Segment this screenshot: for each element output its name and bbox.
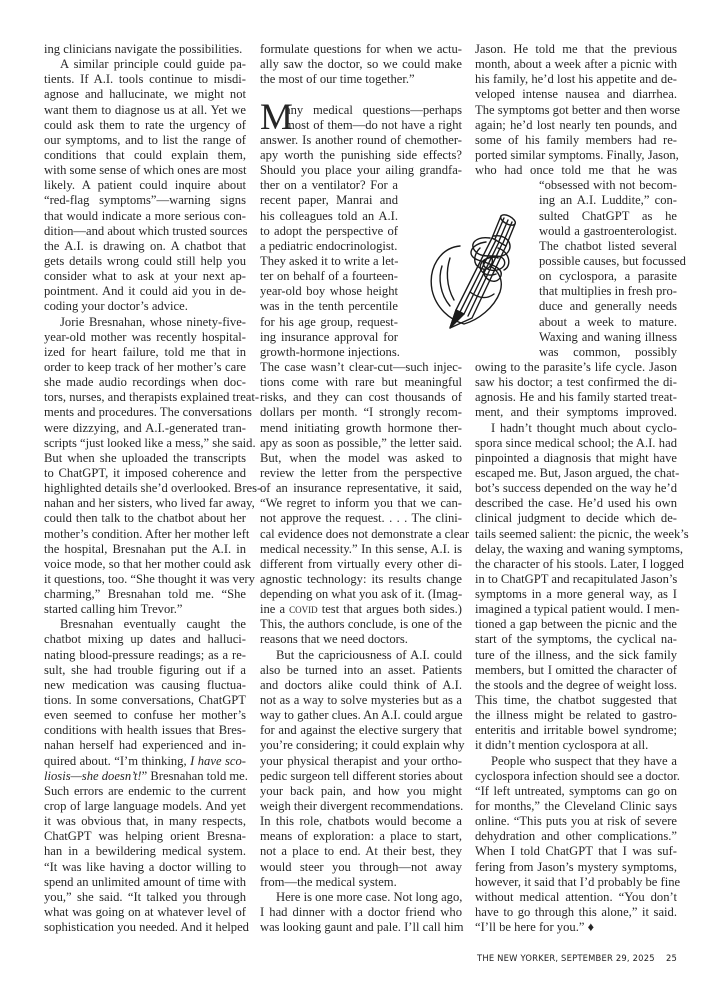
text-line: nating blood-pressure readings; as a re- [44,647,246,662]
text-line: “I’ll be here for you.” ♦ [475,920,595,935]
text-line: the stools and the degree of weight loss. [475,677,677,692]
text-line: not as a way to solve mysteries but as a [260,693,462,708]
text-line: veloped intense nausea and diarrhea. [475,87,677,102]
text-line: apy worth the punishing side effects? [260,147,462,162]
text-line: means of exploration: a place to start, [260,829,462,844]
text-line: his family, he’d lost his appetite and de- [475,72,677,87]
text-line: crop of large language models. And yet [44,799,246,814]
text-line: were dizzying, and A.I.-generated tran- [44,420,246,435]
text-line: any medical questions—perhaps [285,102,462,117]
text-line: When I told ChatGPT that I was suf- [475,844,677,859]
text-line: possible causes, but focussed [539,253,686,268]
text-line: enteritis and irritable bowel syndrome; [475,723,677,738]
text-line: was looking gaunt and pale. I’ll call him [260,920,464,935]
text-line: to adopt the perspective of [260,223,398,238]
text-line: the character of his stools. Later, I logged [475,556,684,571]
text-line: chatbot mixing up dates and halluci- [44,632,246,647]
text-line: new medication was causing fluctua- [44,677,246,692]
drop-cap: M [260,96,293,138]
publication-dateline: THE NEW YORKER, SEPTEMBER 29, 2025 [477,953,655,963]
text-line: year-old boy whose height [260,284,398,299]
text-line: and doctors alike could think of A.I. [260,677,462,692]
text-line: would steer you through—not away [260,859,462,874]
text-line: But the capriciousness of A.I. could [276,647,462,662]
text-line: could ask them to rate the urgency of [44,117,246,132]
text-line: your physical therapist and your ortho- [260,753,462,768]
text-line: owing to the parasite’s life cycle. Jason [475,359,677,374]
text-line: who had once told me that he was [475,163,677,178]
text-line: to ChatGPT, it imposed coherence and [44,465,246,480]
text-line: you’re considering; it could explain why [260,738,465,753]
text-line: the A.I. is drawing on. A chatbot that [44,238,246,253]
text-line: ized for heart failure, told me that in [44,344,246,359]
text-line: People who suspect that they have a [491,753,677,768]
text-line: weigh their divergent recommendations. [260,799,464,814]
col2-top [260,42,462,87]
text-line: duce and generally needs [539,299,677,314]
text-line: ing clinicians navigate the possibilities. [44,42,243,56]
text-line: charming,” Bresnahan told me. “She [44,587,246,602]
text-line: your back pain, and how you might [260,783,462,798]
text-line: however, it said that I’d probably be fine [475,874,681,889]
text-line: The symptoms got better and then worse [475,102,680,117]
text-line: for his age group, request- [260,314,398,329]
text-line: Should you place your ailing grandfa- [260,163,462,178]
text-line: saw his doctor; a test confirmed the di- [475,375,677,390]
text-line: our symptoms, and to list the range of [44,132,246,147]
text-line: consider what to ask at your next ap- [44,269,246,284]
text-line: conditions with health issues that Bres- [44,723,246,738]
text-line: mother’s condition. After her mother left [44,526,250,541]
text-line: This time, the chatbot suggested that [475,693,677,708]
text-line: medical necessity.” In this sense, A.I. is [260,541,462,556]
text-line: some of his family members had re- [475,132,677,147]
text-line: want them to diagnose us at all. Yet we [44,102,246,117]
text-line: tioned a gap between the picnic and the [475,617,677,632]
text-line: A similar principle could guide pa- [60,57,246,72]
text-line: could then talk to the chatbot about her [44,511,246,526]
text-line: Bresnahan eventually caught the [60,617,246,632]
text-line: formulate questions for when we actu- [260,42,462,56]
text-line: ter on behalf of a fourteen- [260,269,398,284]
text-line: a pediatric endocrinologist. [260,238,398,253]
text-line: in to ChatGPT and recapitulated Jason’s [475,571,678,586]
text-line: quired about. “I’m thinking, I have sco- [44,753,246,768]
text-line: sult, she had trouble figuring out if a [44,662,246,677]
text-line: tions come with rare but meaningful [260,375,462,390]
text-line: I hadn’t thought much about cyclo- [491,420,677,435]
column-3 [475,42,689,935]
page-number: 25 [665,953,677,963]
col3-inset-wrap [539,178,686,360]
text-line: without medical attention. “You don’t [475,889,677,904]
text-line: This, the authors conclude, is one of the [260,617,462,632]
text-line: different from virtually every other di- [260,556,462,571]
text-line: what was going on at whatever level of [44,905,246,920]
italic-quote: I have sco- [190,753,246,768]
text-line: ture of the illness, and the sick family [475,647,677,662]
text-line: ther on a ventilator? For a [260,178,398,193]
text-line: was common, possibly [539,344,677,359]
small-caps-term: covid [289,602,318,617]
text-line: pinpointed a diagnosis that might have [475,450,677,465]
text-line: started calling him Trevor.” [44,602,183,617]
text-line: pedic surgeon tell different stories about [260,768,463,783]
text-line: sophistication you needed. And it helped [44,920,249,935]
text-line: Jason. He told me that the previous [475,42,677,56]
text-line: agnostic technology: its results change [260,571,462,586]
col2-full-b [260,359,470,935]
text-line: ing insurance approval for [260,329,398,344]
text-line: it was obvious that, in many respects, [44,814,246,829]
text-line: again; he’d lost nearly ten pounds, and [475,117,677,132]
text-line: ing an A.I. Luddite,” con- [539,193,677,208]
text-line: growth-hormone injections. [260,344,400,359]
text-line: pointment. And it could aid you in de- [44,284,246,299]
text-line: you,” she said. “It talked you through [44,889,246,904]
text-line: conditions that could explain them, [44,147,246,162]
text-line: But when she uploaded the transcripts [44,450,246,465]
text-line: But, when the model was asked to [260,450,462,465]
text-line: coding your doctor’s advice. [44,299,188,314]
text-line: tions. In some conversations, ChatGPT [44,693,246,708]
text-line: start of the symptoms, the cyclical na- [475,632,677,647]
text-line: risks, and they can cost thousands of [260,390,462,405]
text-line: dollars per month. “I strongly recom- [260,405,462,420]
text-line: that multiplies in fresh pro- [539,284,677,299]
text-line: would a gastroenterologist. [539,223,677,238]
text-line: not a place to end. At their best, they [260,844,462,859]
text-line: agnose and hallucinate, we might not [44,87,246,102]
text-line: it didn’t mention cyclospora at all. [475,738,649,753]
text-line: tails seemed salient: the picnic, the week’s [475,526,689,541]
col2-narrow-wrap [260,178,398,360]
text-line: ments and procedures. The conversations [44,405,252,420]
italic-quote: liosis—she doesn’t! [44,768,142,783]
text-line: ported similar symptoms. Finally, Jason, [475,147,679,162]
text-line: “It was like having a doctor willing to [44,859,246,874]
text-line: imagined a typical patient would. I men- [475,602,680,617]
text-line: “If left untreated, symptoms can go on [475,783,677,798]
section-opening [260,96,462,138]
col3-full-b [475,359,689,935]
text-line: Such errors are endemic to the current [44,783,246,798]
text-line: spora since medical school; the A.I. had [475,435,677,450]
text-line: depending on what you ask of it. (Imag- [260,587,463,602]
text-line: escaped me. But, Jason argued, the chat- [475,465,680,480]
text-line: the most of our time together.” [260,72,415,87]
text-line: In this role, chatbots would become a [260,814,462,829]
text-line: tors, nurses, and therapists explained treat- [44,390,260,405]
text-line: members, but I omitted the character of [475,662,677,677]
text-line: order to keep track of her mother’s care [44,359,246,374]
text-line: spend an unlimited amount of time with [44,874,246,889]
text-line: year-old mother was recently hospital- [44,329,246,344]
text-line: “red-flag symptoms”—warning signs [44,193,246,208]
text-line: month, about a week after a picnic with [475,57,677,72]
text-line: liosis—she doesn’t!” Bresnahan told me. [44,768,248,783]
text-line: answer. Is another round of chemother- [260,132,462,147]
column-1 [44,42,262,935]
text-line: about a week to mature. [539,314,677,329]
text-line: likely. A patient could inquire about [44,178,246,193]
text-line: voice mode, so that her mother could ask [44,556,252,571]
text-line: mend initiating growth hormone ther- [260,420,462,435]
text-line: from—the medical system. [260,874,397,889]
text-line: han in a bewildering medical system. [44,844,246,859]
text-line: tients. If A.I. tools continue to misdi- [44,72,246,87]
text-line: The case wasn’t clear-cut—such injec- [260,359,462,374]
column-2 [260,42,470,935]
text-line: agnosis. He and his family started treat- [475,390,677,405]
text-line: cyclospora infection should see a doctor. [475,768,680,783]
text-line: nahan and her sisters, who lived far away, [44,496,255,511]
text-line: reasons that we need doctors. [260,632,408,647]
text-line: review the letter from the perspective [260,465,462,480]
col2-full-a [260,133,462,178]
text-line: ment, and their symptoms improved. [475,405,677,420]
text-line: the illness might be related to gastro- [475,708,677,723]
text-line: clinical judgment to decide which de- [475,511,677,526]
text-line: highlighted details she’d overlooked. Bres- [44,481,262,496]
text-line: ChatGPT was helping orient Bresna- [44,829,246,844]
text-line: gets details wrong could still help you [44,253,246,268]
pencil-tangled-heart-icon [420,208,525,333]
text-line: it questions, too. “She thought it was very [44,571,255,586]
text-line: that would indicate a more serious con- [44,208,246,223]
text-line: online. “This puts you at risk of severe [475,814,677,829]
text-line: delay, the waxing and waning symptoms, [475,541,683,556]
text-line: Waxing and waning illness [539,329,677,344]
text-line: scripts “just looked like a mess,” she said. [44,435,256,450]
text-line: symptoms in a more general way, as I [475,587,677,602]
text-line: have to go through this alone,” it said. [475,905,677,920]
text-line: I had dinner with a doctor friend who [260,905,462,920]
text-line: for and against the elective surgery that [260,723,462,738]
text-line: ally saw the doctor, so we could make [260,57,462,72]
text-line: They asked it to write a let- [260,253,399,268]
text-line: of an insurance representative, it said, [260,481,462,496]
text-line: bot’s success depended on the way he’d [475,481,677,496]
text-line: even seemed to confuse her mother’s [44,708,246,723]
text-line: on cyclospora, a parasite [539,269,677,284]
text-line: dition—and about which trusted sources [44,223,248,238]
text-line: dehydration and other complications.” [475,829,677,844]
text-line: nahan herself had experienced and in- [44,738,246,753]
text-line: fering from Jason’s mystery symptoms, [475,859,677,874]
text-line: was in the tenth percentile [260,299,398,314]
text-line: recent paper, Manrai and [260,193,398,208]
text-line: for months,” the Cleveland Clinic says [475,799,677,814]
text-line: apy as soon as possible,” the letter said. [260,435,462,450]
text-line: with some sense of which ones are most [44,163,247,178]
page-footer [477,953,677,963]
text-line: “obsessed with not becom- [539,178,677,193]
text-line: she made audio recordings when doc- [44,375,246,390]
text-line: the hospital, Bresnahan put the A.I. in [44,541,246,556]
text-line: way to gather clues. An A.I. could argue [260,708,463,723]
text-line: sulted ChatGPT as he [539,208,677,223]
text-line: The chatbot listed several [539,238,677,253]
text-line: also be turned into an asset. Patients [260,662,462,677]
text-line: Jorie Bresnahan, whose ninety-five- [60,314,246,329]
text-line: Here is one more case. Not long ago, [276,889,463,904]
text-line: “We regret to inform you that we can- [260,496,462,511]
text-line: not approve the request. . . . The clini- [260,511,462,526]
text-line: cal evidence does not demonstrate a clear [260,526,470,541]
text-line: most of them—do not have a right [285,117,462,132]
col3-full-a [475,42,680,178]
text-line: described the case. He’d used his own [475,496,677,511]
text-line: ine a covid test that argues both sides.) [260,602,462,617]
text-line: his colleagues told an A.I. [260,208,398,223]
